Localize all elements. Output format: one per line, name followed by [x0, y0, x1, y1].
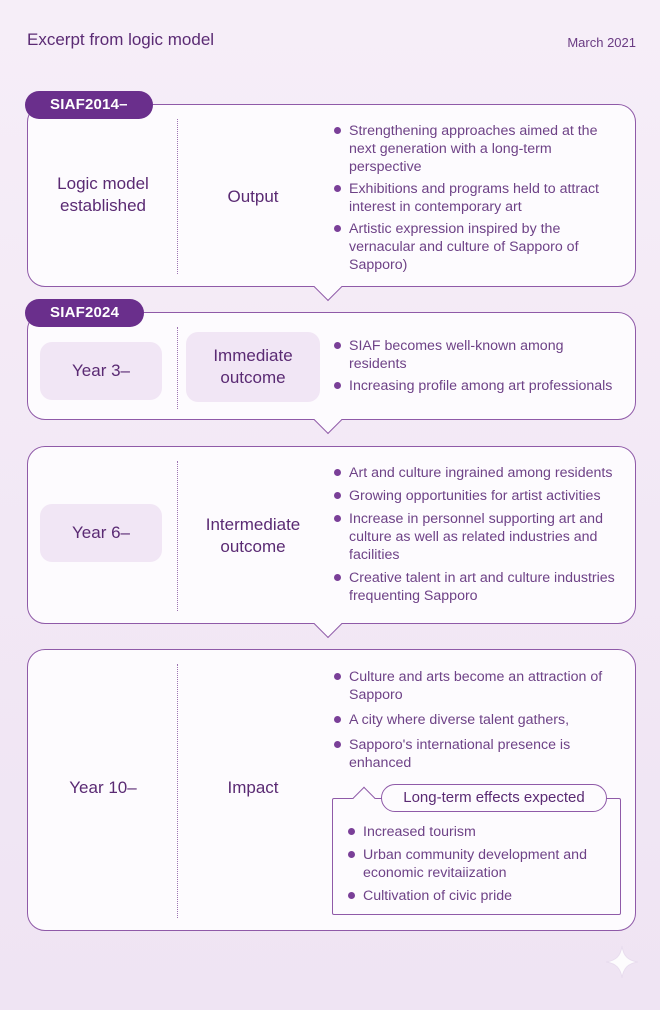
siaf2014-tag: SIAF2014–	[25, 91, 153, 119]
bullet-dot	[334, 342, 341, 349]
bullet-dot	[334, 741, 341, 748]
list-item: Exhibitions and programs held to attract interest in contemporary art	[334, 180, 619, 216]
bullet-dot	[334, 127, 341, 134]
immediate-card	[27, 312, 636, 420]
list-item: Increase in personnel supporting art and culture as well as related industries and facilities	[334, 510, 619, 564]
column-divider	[177, 664, 178, 918]
column-divider	[177, 119, 178, 274]
output-bullets	[334, 122, 619, 274]
long-term-effects-list	[348, 823, 610, 905]
immediate-outcome-label: Immediate outcome	[186, 332, 320, 402]
impact-card	[27, 649, 636, 931]
card-pointer	[314, 273, 342, 301]
bullet-dot	[334, 225, 341, 232]
intermediate-outcome-label: Intermediate outcome	[205, 515, 301, 556]
list-item: Growing opportunities for artist activities	[334, 487, 619, 505]
bullet-dot	[334, 382, 341, 389]
long-term-effects-box	[332, 789, 621, 915]
output-card	[27, 104, 636, 287]
siaf2024-tag: SIAF2024	[25, 299, 144, 327]
output-label: Output	[227, 187, 279, 206]
list-item: Sapporo's international presence is enhanced	[334, 736, 619, 772]
callout-notch	[353, 787, 376, 810]
list-item: Culture and arts become an attraction of Sapporo	[334, 668, 619, 704]
logic-model-label: Logic model established	[57, 174, 149, 215]
bullet-dot	[334, 515, 341, 522]
bullet-dot	[334, 185, 341, 192]
page-title: Excerpt from logic model	[27, 30, 215, 49]
bullet-dot	[348, 892, 355, 899]
page-date: March 2021	[567, 35, 636, 50]
list-item: Art and culture ingrained among residents	[334, 464, 619, 482]
bullet-dot	[334, 469, 341, 476]
list-item: Artistic expression inspired by the vernacular and culture of Sapporo of Sapporo)	[334, 220, 619, 274]
bullet-dot	[348, 828, 355, 835]
column-divider	[177, 327, 178, 409]
list-item: Strengthening approaches aimed at the next generation with a long-term perspective	[334, 122, 619, 176]
list-item: Urban community development and economic revitaiization	[348, 846, 610, 882]
immediate-bullets	[334, 337, 619, 395]
sparkle-icon	[604, 944, 640, 980]
year10-label: Year 10–	[69, 778, 137, 797]
card-pointer	[314, 406, 342, 434]
list-item: Cultivation of civic pride	[348, 887, 610, 905]
list-item: A city where diverse talent gathers,	[334, 711, 619, 729]
column-divider	[177, 461, 178, 611]
year3-label: Year 3–	[40, 342, 162, 400]
impact-bullets	[334, 668, 619, 772]
list-item: Increasing profile among art professionals	[334, 377, 619, 395]
card-pointer	[314, 610, 342, 638]
list-item: SIAF becomes well-known among residents	[334, 337, 619, 373]
list-item: Creative talent in art and culture industries frequenting Sapporo	[334, 569, 619, 605]
impact-label: Impact	[227, 778, 279, 797]
intermediate-bullets	[334, 464, 619, 605]
intermediate-card	[27, 446, 636, 624]
bullet-dot	[334, 673, 341, 680]
bullet-dot	[334, 574, 341, 581]
bullet-dot	[334, 492, 341, 499]
bullet-dot	[334, 716, 341, 723]
list-item: Increased tourism	[348, 823, 610, 841]
long-term-effects-title: Long-term effects expected	[381, 784, 607, 812]
bullet-dot	[348, 851, 355, 858]
year6-label: Year 6–	[40, 504, 162, 562]
